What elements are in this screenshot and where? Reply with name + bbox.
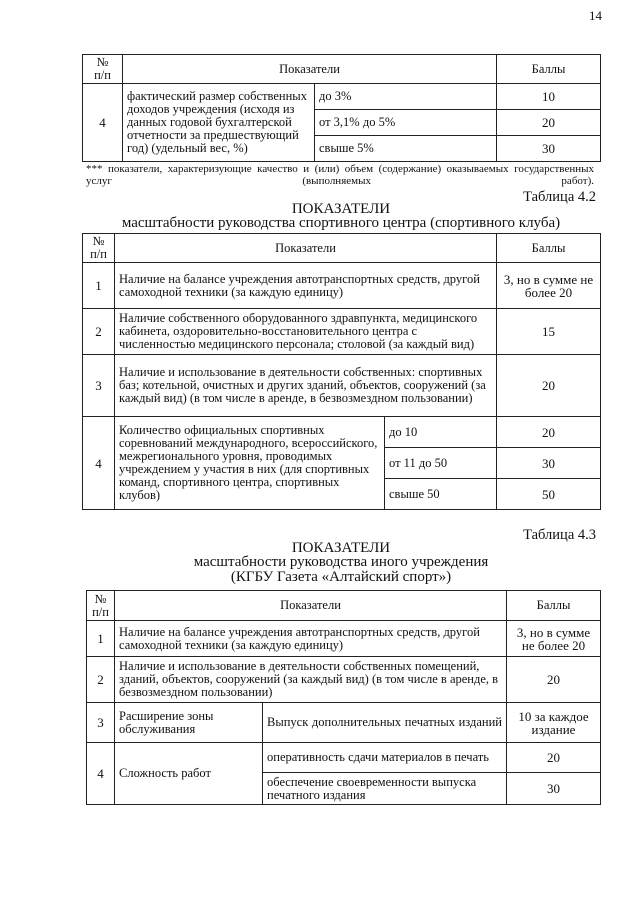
table-42-label: Таблица 4.2 [523, 189, 596, 205]
header-num: № п/п [83, 55, 123, 84]
table-43-title: ПОКАЗАТЕЛИ [291, 540, 391, 556]
row-text: фактический размер собственных доходов учреждения (исходя из данных годовой бухгалтерской отчетности за предшествующий год) (удельный вес, %) [123, 84, 315, 162]
option-label: до 3% [315, 84, 497, 110]
table-42-title: ПОКАЗАТЕЛИ [291, 201, 391, 217]
row-text: Наличие и использование в деятельности собственных: спортивных баз; котельной, очистных и других зданий, объектов, сооружений (за каждый вид) (в том числе в аренде, в безвозмездном пользовании) [115, 355, 497, 417]
row-text: Наличие и использование в деятельности собственных помещений, зданий, объектов, сооружений (за каждый вид) (в том числе в аренде, в безвозмездном пользовании) [115, 657, 507, 703]
row-num: 1 [87, 621, 115, 657]
row-points: 10 за каждое издание [507, 703, 601, 743]
option-label: от 3,1% до 5% [315, 110, 497, 136]
page-number: 14 [589, 8, 602, 23]
option-label: оперативность сдачи материалов в печать [263, 743, 507, 773]
header-num: № п/п [83, 234, 115, 263]
row-num: 2 [87, 657, 115, 703]
option-points: 10 [497, 84, 601, 110]
option-points: 20 [507, 743, 601, 773]
row-num: 4 [83, 84, 123, 162]
header-num: № п/п [87, 591, 115, 621]
row-num: 3 [83, 355, 115, 417]
option-label: свыше 50 [385, 479, 497, 510]
row-num: 4 [83, 417, 115, 510]
option-points: 50 [497, 479, 601, 510]
row-points: 20 [507, 657, 601, 703]
option-points: 20 [497, 110, 601, 136]
row-points: 20 [497, 355, 601, 417]
table-43 [86, 590, 601, 805]
option-label: свыше 5% [315, 136, 497, 162]
header-indicators: Показатели [115, 591, 507, 621]
row-points: 3, но в сумме не более 20 [497, 263, 601, 309]
row-text: Наличие собственного оборудованного здравпункта, медицинского кабинета, оздоровительно-восстановительного центра с численностью медицинского персонала; столовой (за каждый вид) [115, 309, 497, 355]
header-points: Баллы [497, 55, 601, 84]
table-43-label: Таблица 4.3 [523, 527, 596, 543]
table-top [82, 54, 601, 162]
row-text: Расширение зоны обслуживания [115, 703, 263, 743]
option-label: до 10 [385, 417, 497, 448]
option-points: 30 [497, 448, 601, 479]
option-points: 30 [507, 773, 601, 805]
table-43-subtitle-2: (КГБУ Газета «Алтайский спорт») [230, 569, 452, 585]
footnote: *** показатели, характеризующие качество и (или) объем (содержание) оказываемых государственных услуг (выполняемых работ). [86, 163, 594, 187]
row-points: 3, но в сумме не более 20 [507, 621, 601, 657]
row-num: 3 [87, 703, 115, 743]
row-num: 4 [87, 743, 115, 805]
row-num: 2 [83, 309, 115, 355]
row-text: Сложность работ [115, 743, 263, 805]
row-text: Наличие на балансе учреждения автотранспортных средств, другой самоходной техники (за каждую единицу) [115, 263, 497, 309]
header-indicators: Показатели [123, 55, 497, 84]
row-text: Количество официальных спортивных соревнований международного, всероссийского, межрегионального уровня, проводимых учреждением у участия в них (для спортивных команд, спортивного центра, спортивных клубов) [115, 417, 385, 510]
header-points: Баллы [507, 591, 601, 621]
option-label: Выпуск дополнительных печатных изданий [263, 703, 507, 743]
row-text: Наличие на балансе учреждения автотранспортных средств, другой самоходной техники (за каждую единицу) [115, 621, 507, 657]
table-42 [82, 233, 601, 510]
row-points: 15 [497, 309, 601, 355]
header-points: Баллы [497, 234, 601, 263]
option-points: 20 [497, 417, 601, 448]
header-indicators: Показатели [115, 234, 497, 263]
table-43-subtitle: масштабности руководства иного учреждения [193, 554, 489, 570]
row-num: 1 [83, 263, 115, 309]
table-42-subtitle: масштабности руководства спортивного центра (спортивного клуба) [121, 215, 561, 231]
option-label: от 11 до 50 [385, 448, 497, 479]
option-points: 30 [497, 136, 601, 162]
option-label: обеспечение своевременности выпуска печатного издания [263, 773, 507, 805]
